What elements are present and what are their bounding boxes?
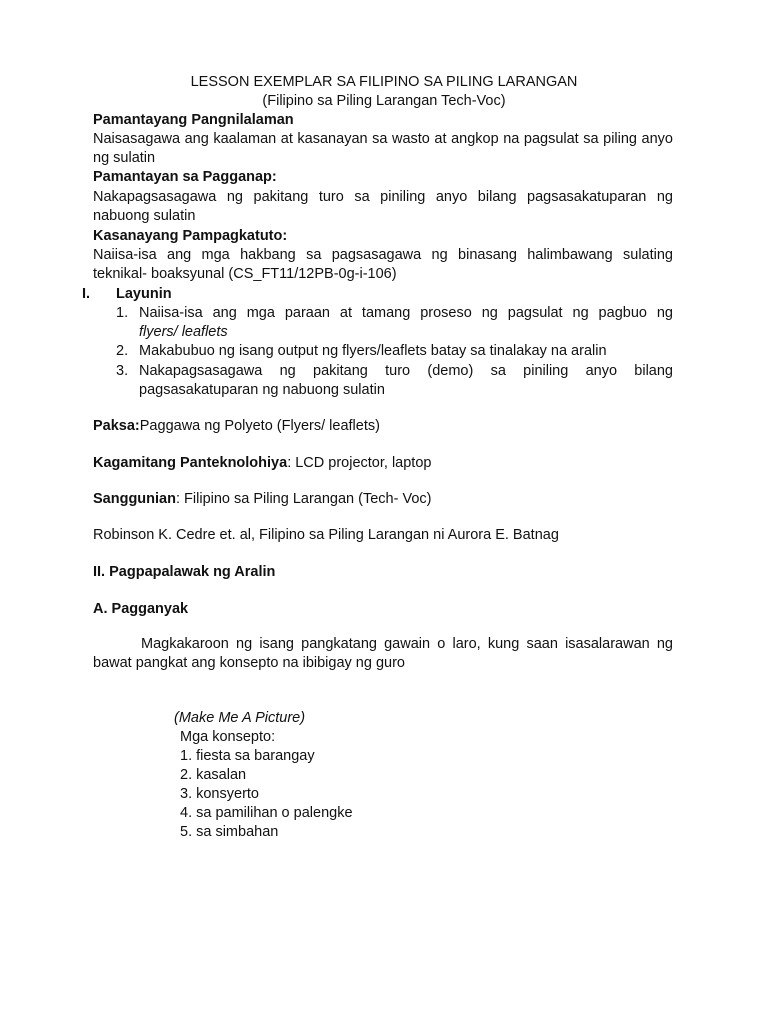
performance-standard-heading: Pamantayan sa Pagganap:: [93, 169, 277, 185]
content-standard-heading: Pamantayang Pangnilalaman: [93, 112, 294, 128]
references-extra: Robinson K. Cedre et. al, Filipino sa Piling Larangan ni Aurora E. Batnag: [93, 527, 559, 543]
concept-item: 5. sa simbahan: [180, 824, 279, 840]
activity-block: [174, 709, 353, 842]
section2-heading: II. Pagpapalawak ng Aralin: [93, 564, 276, 580]
topic-label: Paksa:: [93, 418, 140, 434]
references-label: Sanggunian: [93, 491, 176, 507]
objective-text: Naiisa-isa ang mga paraan at tamang proseso ng pagsulat ng pagbuo ng: [139, 305, 673, 321]
document-title: LESSON EXEMPLAR SA FILIPINO SA PILING LARANGAN: [190, 74, 578, 90]
references-line: [93, 490, 673, 509]
activity-title: (Make Me A Picture): [174, 710, 306, 726]
objective-number: 2.: [116, 343, 129, 359]
materials-value: : LCD projector, laptop: [287, 455, 432, 471]
objective-item: [116, 362, 673, 400]
concept-item: 1. fiesta sa barangay: [180, 748, 315, 764]
objective-text: Nakapagsasagawa ng pakitang turo (demo) sa piniling anyo bilang pagsasakatuparan ng nabuong sulatin: [139, 363, 673, 398]
objectives-heading: Layunin: [116, 286, 172, 302]
concepts-label: Mga konsepto:: [180, 729, 276, 745]
topic-value: Paggawa ng Polyeto (Flyers/ leaflets): [139, 418, 380, 434]
motivation-paragraph: Magkakaroon ng isang pangkatang gawain o laro, kung saan isasalarawan ng bawat pangkat ang konsepto na ibibigay ng guro: [93, 636, 673, 671]
objective-number: 3.: [116, 363, 129, 379]
content-standard-text: Naisasagawa ang kaalaman at kasanayan sa wasto at angkop na pagsulat sa piling anyo ng sulatin: [93, 131, 673, 166]
motivation-heading: A. Pagganyak: [93, 601, 189, 617]
competency-heading: Kasanayang Pampagkatuto:: [93, 228, 288, 244]
materials-label: Kagamitang Panteknolohiya: [93, 455, 288, 471]
objective-item: [116, 304, 673, 342]
objective-number: 1.: [116, 305, 129, 321]
references-value: : Filipino sa Piling Larangan (Tech- Voc): [175, 491, 432, 507]
objective-item: [116, 342, 673, 361]
concept-item: 3. konsyerto: [180, 786, 259, 802]
topic-line: [93, 417, 673, 436]
concept-item: 2. kasalan: [180, 767, 247, 783]
objective-text: Makabubuo ng isang output ng flyers/leaflets batay sa tinalakay na aralin: [139, 343, 607, 359]
performance-standard-text: Nakapagsasagawa ng pakitang turo sa piniling anyo bilang pagsasakatuparan ng nabuong sulatin: [93, 189, 673, 224]
materials-line: [93, 454, 673, 473]
competency-text: Naiisa-isa ang mga hakbang sa pagsasagawa ng binasang halimbawang sulating teknikal- boaksyunal (CS_FT11/12PB-0g-i-106): [93, 247, 673, 282]
objectives-roman-numeral: I.: [82, 286, 91, 302]
objective-text-italic: flyers/ leaflets: [139, 324, 228, 340]
concept-item: 4. sa pamilihan o palengke: [180, 805, 353, 821]
document-subtitle: (Filipino sa Piling Larangan Tech-Voc): [262, 93, 506, 109]
